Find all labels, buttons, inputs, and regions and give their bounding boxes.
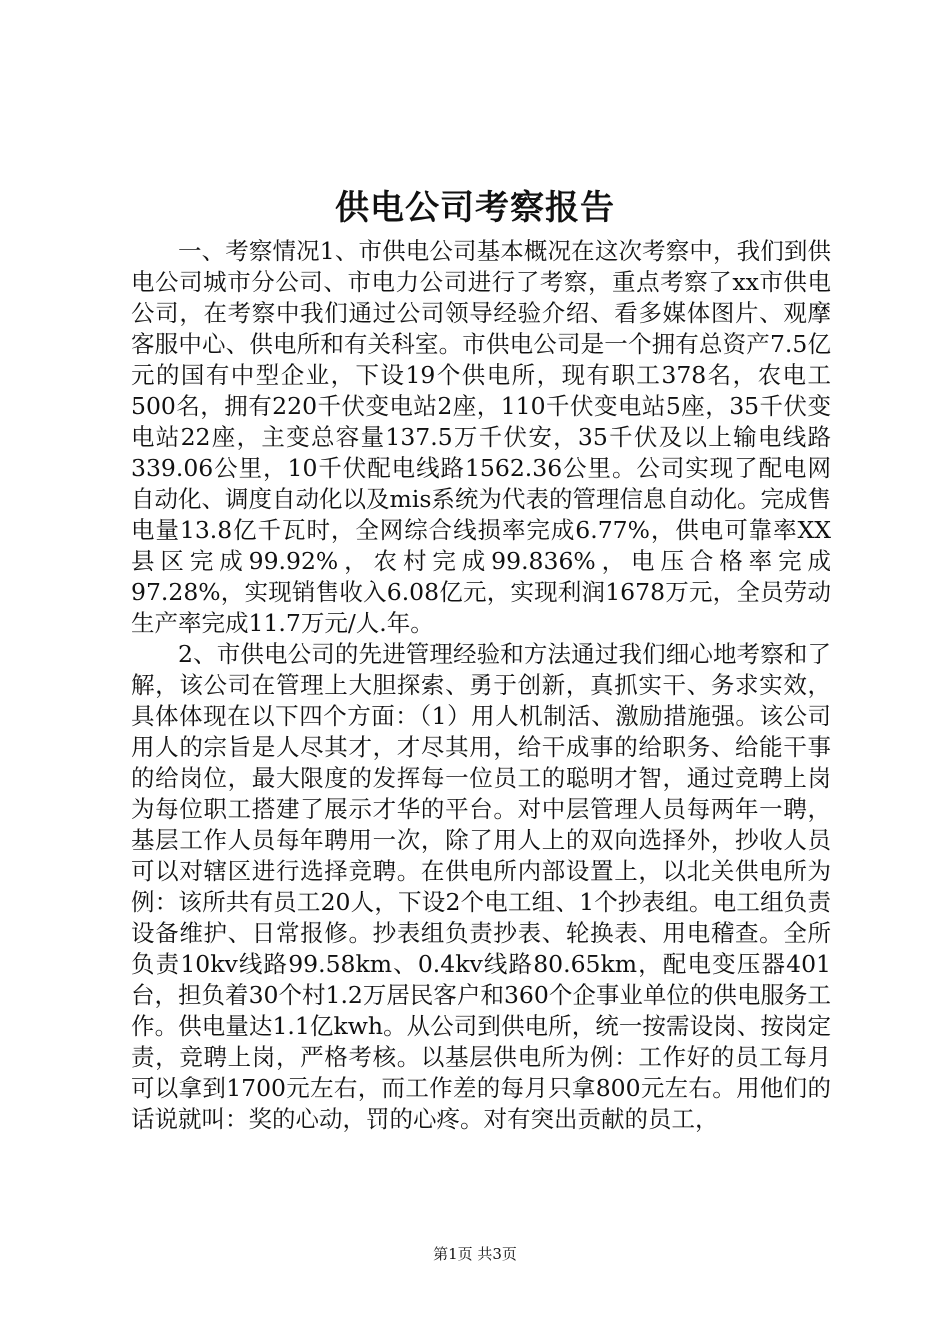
page-indicator: 第1页 共3页 [433,1245,517,1263]
document-title: 供电公司考察报告 [335,188,615,228]
paragraph-1: 一、考察情况1、市供电公司基本概况在这次考察中，我们到供电公司城市分公司、市电力公司进行了考察，重点考察了xx市供电公司，在考察中我们通过公司领导经验介绍、看多媒体图片、观摩客服中心、供电所和有关科室。市供电公司是一个拥有总资产7.5亿元的国有中型企业，下设19个供电所，现有职工378名，农电工500名，拥有220千伏变电站2座，110千伏变电站5座，35千伏变电站22座，主变总容量137.5万千伏安，35千伏及以上输电线路339.06公里，10千伏配电线路1562.36公里。公司实现了配电网自动化、调度自动化以及mis系统为代表的管理信息自动化。完成售电量13.8亿千瓦时，全网综合线损率完成6.77%，供电可靠率XX县区完成99.92%，农村完成99.836%，电压合格率完成97.28%，实现销售收入6.08亿元，实现利润1678万元，全员劳动生产率完成11.7万元/人.年。 [131,237,831,637]
document-body [131,236,831,1135]
paragraph-2: 2、市供电公司的先进管理经验和方法通过我们细心地考察和了解，该公司在管理上大胆探索、勇于创新，真抓实干、务求实效，具体体现在以下四个方面：（1）用人机制活、激励措施强。该公司用人的宗旨是人尽其才，才尽其用，给干成事的给职务、给能干事的给岗位，最大限度的发挥每一位员工的聪明才智，通过竞聘上岗为每位职工搭建了展示才华的平台。对中层管理人员每两年一聘，基层工作人员每年聘用一次，除了用人上的双向选择外，抄收人员可以对辖区进行选择竞聘。在供电所内部设置上，以北关供电所为例：该所共有员工20人，下设2个电工组、1个抄表组。电工组负责设备维护、日常报修。抄表组负责抄表、轮换表、用电稽查。全所负责10kv线路99.58km、0.4kv线路80.65km，配电变压器401台，担负着30个村1.2万居民客户和360个企事业单位的供电服务工作。供电量达1.1亿kwh。从公司到供电所，统一按需设岗、按岗定责，竞聘上岗，严格考核。以基层供电所为例：工作好的员工每月可以拿到1700元左右，而工作差的每月只拿800元左右。用他们的话说就叫：奖的心动，罚的心疼。对有突出贡献的员工， [131,640,831,1133]
